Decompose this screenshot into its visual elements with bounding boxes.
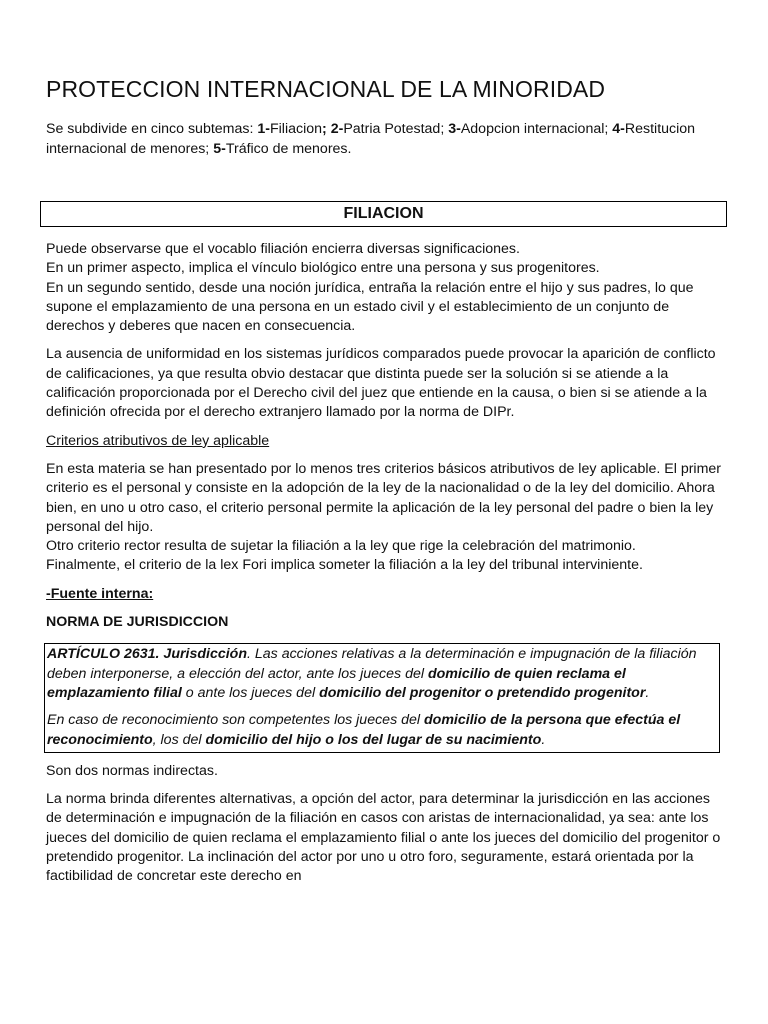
intro-num: 5- bbox=[213, 140, 226, 157]
paragraph-ausencia: La ausencia de uniformidad en los sistemas jurídicos comparados puede provocar la aparición de conflicto de calificaciones, ya que resulta obvio destacar que distinta puede ser la solución si se atiende a la calificación proporcionada por el Derecho civil del juez que entiende en la causa, o bien si se atiende a la definición ofrecida por el derecho extranjero llamado por la norma de DIPr. bbox=[46, 346, 716, 421]
paragraph-line: En un primer aspecto, implica el vínculo biológico entre una persona y sus progenitores. bbox=[46, 260, 600, 277]
intro-num: ; 2- bbox=[322, 121, 344, 137]
page-title: PROTECCION INTERNACIONAL DE LA MINORIDAD bbox=[46, 76, 606, 102]
intro-text: Restitucion internacional de menores; bbox=[46, 121, 696, 157]
intro-num: 1- bbox=[257, 121, 270, 137]
intro-num: 4- bbox=[612, 121, 625, 137]
article-emphasis: domicilio del hijo o los del lugar de su nacimiento bbox=[205, 731, 542, 748]
norma-jurisdiccion-heading: NORMA DE JURISDICCION bbox=[46, 614, 229, 631]
intro-text: Filiacion bbox=[269, 121, 323, 137]
article-emphasis: domicilio del progenitor o pretendido progenitor bbox=[319, 684, 646, 701]
intro-text: Se subdivide en cinco subtemas: bbox=[46, 121, 258, 137]
article-text: En caso de reconocimiento son competentes los jueces del bbox=[47, 712, 424, 729]
article-emphasis: domicilio de la persona que efectúa el reconocimiento bbox=[47, 712, 681, 748]
section-heading-filiacion: FILIACION bbox=[40, 201, 727, 227]
paragraph-line: En un segundo sentido, desde una noción jurídica, entraña la relación entre el hijo y sus padres, lo que supone el emplazamiento de una persona en un estado civil y el establecimiento de un conjunto de derechos y deberes que nacen en consecuencia. bbox=[46, 279, 694, 335]
paragraph-alternativas: La norma brinda diferentes alternativas, a opción del actor, para determinar la jurisdicción en las acciones de determinación e impugnación de la filiación en casos con aristas de internacionalidad, ya sea: ante los jueces del domicilio de quien reclama el emplazamiento filial o ante los jueces del domicilio del progenitor o pretendido progenitor. La inclinación del actor por uno u otro foro, seguramente, estará orientada por la factibilidad de concretar este derecho en bbox=[46, 791, 721, 885]
article-heading: ARTÍCULO 2631. Jurisdicción bbox=[47, 646, 247, 663]
article-text: . Las acciones relativas a la determinación e impugnación de la filiación deben interponerse, a elección del actor, ante los jueces del bbox=[47, 646, 697, 682]
paragraph-line: Finalmente, el criterio de la lex Fori implica someter la filiación a la ley del tribunal interviniente. bbox=[46, 557, 643, 574]
intro-num: 3- bbox=[448, 121, 461, 137]
article-text: . bbox=[645, 684, 650, 701]
paragraph-line: En esta materia se han presentado por lo menos tres criterios básicos atributivos de ley aplicable. El primer criterio es el personal y consiste en la adopción de la ley de la nacionalidad o de la ley del domicilio. Ahora bien, en uno u otro caso, el criterio personal permite la aplicación de la ley personal del padre o bien la ley personal del hijo. bbox=[46, 460, 722, 535]
article-paragraph-2 bbox=[47, 711, 713, 750]
criterios-heading: Criterios atributivos de ley aplicable bbox=[46, 432, 270, 449]
article-paragraph-1 bbox=[47, 645, 713, 703]
article-emphasis: domicilio de quien reclama el emplazamiento filial bbox=[47, 665, 626, 701]
article-text: , los del bbox=[152, 731, 206, 748]
article-text: o ante los jueces del bbox=[181, 684, 320, 701]
body-text bbox=[46, 240, 726, 896]
article-2631-box bbox=[44, 643, 720, 752]
intro-text: Adopcion internacional; bbox=[460, 121, 613, 137]
intro-text: Tráfico de menores. bbox=[225, 140, 352, 157]
paragraph-criterios bbox=[46, 460, 726, 576]
intro-paragraph bbox=[46, 120, 726, 159]
paragraph-line: Puede observarse que el vocablo filiación encierra diversas significaciones. bbox=[46, 241, 520, 257]
article-text: . bbox=[541, 731, 546, 748]
paragraph-vocablo bbox=[46, 240, 726, 336]
paragraph-line: Otro criterio rector resulta de sujetar la filiación a la ley que rige la celebración del matrimonio. bbox=[46, 538, 636, 555]
fuente-interna-heading: -Fuente interna: bbox=[46, 585, 154, 602]
intro-text: Patria Potestad; bbox=[343, 121, 449, 137]
paragraph-normas-indirectas: Son dos normas indirectas. bbox=[46, 762, 218, 779]
